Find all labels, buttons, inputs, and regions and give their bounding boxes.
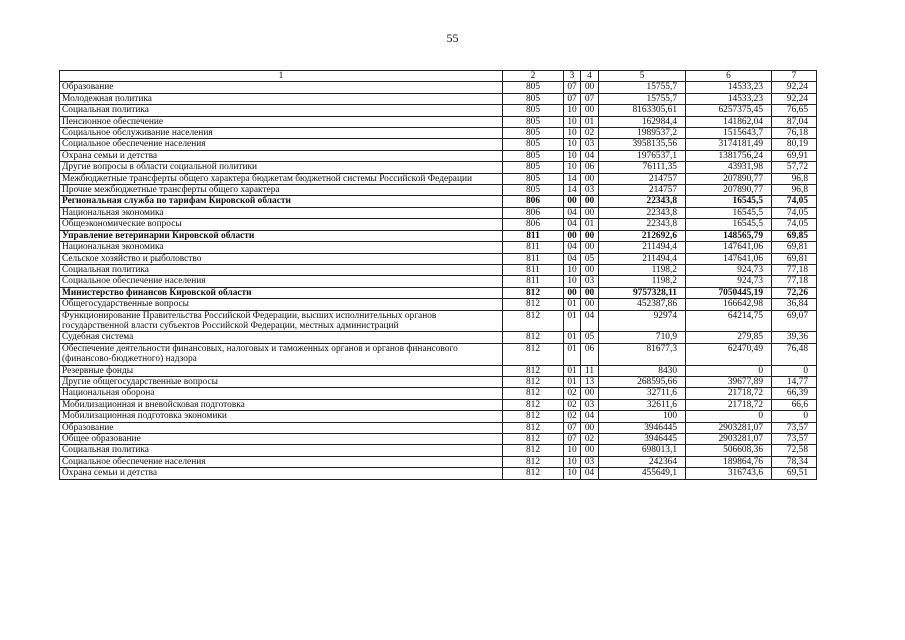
row-plan-cell: 242364 [599, 456, 686, 467]
row-name-cell: Министерство финансов Кировской области [60, 287, 503, 298]
row-name-cell: Социальное обслуживание населения [60, 128, 503, 139]
header-cell: 6 [686, 71, 772, 82]
row-percent-cell: 0 [772, 411, 817, 422]
row-section-cell: 01 [564, 343, 581, 365]
row-subsection-cell: 02 [581, 434, 599, 445]
row-code-cell: 812 [503, 287, 564, 298]
row-subsection-cell: 06 [581, 343, 599, 365]
row-actual-cell: 6257375,45 [686, 105, 772, 116]
row-percent-cell: 76,18 [772, 128, 817, 139]
row-section-cell: 10 [564, 276, 581, 287]
row-percent-cell: 57,72 [772, 162, 817, 173]
row-plan-cell: 100 [599, 411, 686, 422]
row-actual-cell: 0 [686, 411, 772, 422]
row-actual-cell: 2903281,07 [686, 434, 772, 445]
row-name-cell: Социальное обеспечение населения [60, 276, 503, 287]
row-code-cell: 812 [503, 376, 564, 387]
row-percent-cell: 77,18 [772, 264, 817, 275]
row-plan-cell: 698013,1 [599, 445, 686, 456]
row-subsection-cell: 01 [581, 116, 599, 127]
row-subsection-cell: 03 [581, 276, 599, 287]
row-section-cell: 10 [564, 139, 581, 150]
row-name-cell: Другие общегосударственные вопросы [60, 376, 503, 387]
table-row [60, 365, 817, 376]
row-section-cell: 14 [564, 173, 581, 184]
row-subsection-cell: 03 [581, 139, 599, 150]
row-actual-cell: 147641,06 [686, 242, 772, 253]
row-percent-cell: 77,18 [772, 276, 817, 287]
row-actual-cell: 62470,49 [686, 343, 772, 365]
row-section-cell: 01 [564, 365, 581, 376]
row-subsection-cell: 00 [581, 173, 599, 184]
row-section-cell: 07 [564, 422, 581, 433]
row-subsection-cell: 00 [581, 264, 599, 275]
table-row [60, 422, 817, 433]
row-name-cell: Прочие межбюджетные трансферты общего характера [60, 185, 503, 196]
row-actual-cell: 506608,36 [686, 445, 772, 456]
row-section-cell: 10 [564, 468, 581, 479]
row-percent-cell: 92,24 [772, 93, 817, 104]
table-row [60, 105, 817, 116]
row-plan-cell: 1989537,2 [599, 128, 686, 139]
row-actual-cell: 1515643,7 [686, 128, 772, 139]
row-section-cell: 10 [564, 128, 581, 139]
row-percent-cell: 73,57 [772, 434, 817, 445]
row-section-cell: 07 [564, 93, 581, 104]
row-actual-cell: 14533,23 [686, 82, 772, 93]
row-name-cell: Общее образование [60, 434, 503, 445]
table-row [60, 264, 817, 275]
row-code-cell: 812 [503, 422, 564, 433]
page-number: 55 [446, 31, 459, 45]
row-percent-cell: 69,85 [772, 230, 817, 241]
row-name-cell: Межбюджетные трансферты общего характера бюджетам бюджетной системы Российской Федерации [60, 173, 503, 184]
row-section-cell: 10 [564, 105, 581, 116]
row-actual-cell: 189864,76 [686, 456, 772, 467]
row-plan-cell: 3958135,56 [599, 139, 686, 150]
row-actual-cell: 141862,04 [686, 116, 772, 127]
row-subsection-cell: 01 [581, 219, 599, 230]
row-plan-cell: 22343,8 [599, 207, 686, 218]
row-plan-cell: 3946445 [599, 422, 686, 433]
row-name-cell: Мобилизационная и вневойсковая подготовка [60, 399, 503, 410]
row-section-cell: 07 [564, 434, 581, 445]
table-row [60, 468, 817, 479]
table-row [60, 332, 817, 343]
row-plan-cell: 32711,6 [599, 388, 686, 399]
row-actual-cell: 148565,79 [686, 230, 772, 241]
row-code-cell: 812 [503, 411, 564, 422]
row-section-cell: 00 [564, 287, 581, 298]
row-section-cell: 10 [564, 150, 581, 161]
row-section-cell: 10 [564, 116, 581, 127]
row-name-cell: Социальная политика [60, 445, 503, 456]
row-percent-cell: 72,26 [772, 287, 817, 298]
row-code-cell: 805 [503, 128, 564, 139]
row-percent-cell: 69,81 [772, 253, 817, 264]
row-percent-cell: 87,04 [772, 116, 817, 127]
row-subsection-cell: 13 [581, 376, 599, 387]
row-percent-cell: 76,48 [772, 343, 817, 365]
row-subsection-cell: 05 [581, 332, 599, 343]
table-row [60, 376, 817, 387]
header-cell: 1 [60, 71, 503, 82]
row-actual-cell: 3174181,49 [686, 139, 772, 150]
row-code-cell: 812 [503, 445, 564, 456]
row-percent-cell: 66,39 [772, 388, 817, 399]
row-subsection-cell: 03 [581, 185, 599, 196]
table-row [60, 399, 817, 410]
row-code-cell: 805 [503, 105, 564, 116]
row-actual-cell: 16545,5 [686, 196, 772, 207]
row-actual-cell: 64214,75 [686, 310, 772, 332]
row-actual-cell: 14533,23 [686, 93, 772, 104]
row-plan-cell: 211494,4 [599, 253, 686, 264]
row-name-cell: Общеэкономические вопросы [60, 219, 503, 230]
row-name-cell: Национальная экономика [60, 207, 503, 218]
row-code-cell: 805 [503, 162, 564, 173]
row-percent-cell: 69,07 [772, 310, 817, 332]
row-plan-cell: 15755,7 [599, 93, 686, 104]
header-row [60, 71, 817, 82]
row-percent-cell: 69,51 [772, 468, 817, 479]
row-code-cell: 806 [503, 207, 564, 218]
row-name-cell: Функционирование Правительства Российской Федерации, высших исполнительных органов государственной власти субъектов Российской Федерации, местных администраций [60, 310, 503, 332]
row-code-cell: 811 [503, 276, 564, 287]
row-section-cell: 01 [564, 310, 581, 332]
header-cell: 3 [564, 71, 581, 82]
row-subsection-cell: 00 [581, 287, 599, 298]
row-subsection-cell: 00 [581, 242, 599, 253]
row-plan-cell: 1976537,1 [599, 150, 686, 161]
table-row [60, 456, 817, 467]
row-actual-cell: 16545,5 [686, 207, 772, 218]
row-code-cell: 812 [503, 365, 564, 376]
table-row [60, 434, 817, 445]
row-plan-cell: 268595,66 [599, 376, 686, 387]
row-percent-cell: 66,6 [772, 399, 817, 410]
row-plan-cell: 9757328,11 [599, 287, 686, 298]
row-percent-cell: 96,8 [772, 173, 817, 184]
row-section-cell: 02 [564, 399, 581, 410]
table-row [60, 343, 817, 365]
row-code-cell: 812 [503, 434, 564, 445]
row-plan-cell: 214757 [599, 173, 686, 184]
row-subsection-cell: 00 [581, 196, 599, 207]
row-percent-cell: 69,91 [772, 150, 817, 161]
header-cell: 2 [503, 71, 564, 82]
row-plan-cell: 22343,8 [599, 196, 686, 207]
table-row [60, 185, 817, 196]
row-code-cell: 805 [503, 173, 564, 184]
table-row [60, 82, 817, 93]
table-row [60, 150, 817, 161]
row-actual-cell: 924,73 [686, 264, 772, 275]
row-percent-cell: 69,81 [772, 242, 817, 253]
row-percent-cell: 92,24 [772, 82, 817, 93]
row-subsection-cell: 04 [581, 468, 599, 479]
row-subsection-cell: 06 [581, 162, 599, 173]
row-plan-cell: 22343,8 [599, 219, 686, 230]
row-plan-cell: 8163305,61 [599, 105, 686, 116]
row-code-cell: 812 [503, 399, 564, 410]
row-actual-cell: 2903281,07 [686, 422, 772, 433]
table-row [60, 116, 817, 127]
row-plan-cell: 92974 [599, 310, 686, 332]
row-name-cell: Социальное обеспечение населения [60, 139, 503, 150]
row-section-cell: 10 [564, 264, 581, 275]
row-actual-cell: 21718,72 [686, 388, 772, 399]
row-section-cell: 01 [564, 376, 581, 387]
row-actual-cell: 279,85 [686, 332, 772, 343]
row-name-cell: Обеспечение деятельности финансовых, налоговых и таможенных органов и органов финансового (финансово-бюджетного) надзора [60, 343, 503, 365]
row-code-cell: 812 [503, 468, 564, 479]
row-section-cell: 01 [564, 332, 581, 343]
row-plan-cell: 162984,4 [599, 116, 686, 127]
row-code-cell: 805 [503, 116, 564, 127]
table-row [60, 139, 817, 150]
row-actual-cell: 7050445,19 [686, 287, 772, 298]
row-actual-cell: 1381756,24 [686, 150, 772, 161]
row-name-cell: Мобилизационная подготовка экономики [60, 411, 503, 422]
row-section-cell: 00 [564, 230, 581, 241]
row-plan-cell: 455649,1 [599, 468, 686, 479]
row-name-cell: Социальная политика [60, 105, 503, 116]
row-code-cell: 811 [503, 253, 564, 264]
row-code-cell: 812 [503, 332, 564, 343]
row-actual-cell: 21718,72 [686, 399, 772, 410]
row-name-cell: Другие вопросы в области социальной политики [60, 162, 503, 173]
row-subsection-cell: 04 [581, 310, 599, 332]
table-row [60, 299, 817, 310]
row-subsection-cell: 00 [581, 422, 599, 433]
row-section-cell: 04 [564, 242, 581, 253]
row-code-cell: 806 [503, 219, 564, 230]
row-code-cell: 811 [503, 230, 564, 241]
row-section-cell: 04 [564, 253, 581, 264]
row-plan-cell: 81677,3 [599, 343, 686, 365]
row-code-cell: 805 [503, 93, 564, 104]
row-subsection-cell: 11 [581, 365, 599, 376]
row-percent-cell: 74,05 [772, 207, 817, 218]
table-row [60, 287, 817, 298]
row-subsection-cell: 04 [581, 150, 599, 161]
row-actual-cell: 166642,98 [686, 299, 772, 310]
header-cell: 7 [772, 71, 817, 82]
row-section-cell: 10 [564, 456, 581, 467]
table-row [60, 173, 817, 184]
row-actual-cell: 16545,5 [686, 219, 772, 230]
table-row [60, 242, 817, 253]
row-code-cell: 805 [503, 82, 564, 93]
row-percent-cell: 14,77 [772, 376, 817, 387]
row-name-cell: Образование [60, 82, 503, 93]
table-row [60, 445, 817, 456]
table-row [60, 162, 817, 173]
table-row [60, 93, 817, 104]
row-code-cell: 812 [503, 310, 564, 332]
row-plan-cell: 8430 [599, 365, 686, 376]
row-subsection-cell: 00 [581, 388, 599, 399]
row-section-cell: 02 [564, 388, 581, 399]
row-plan-cell: 3946445 [599, 434, 686, 445]
row-plan-cell: 32611,6 [599, 399, 686, 410]
row-subsection-cell: 00 [581, 445, 599, 456]
table-row [60, 253, 817, 264]
row-name-cell: Пенсионное обеспечение [60, 116, 503, 127]
row-actual-cell: 147641,06 [686, 253, 772, 264]
row-name-cell: Сельское хозяйство и рыболовство [60, 253, 503, 264]
row-name-cell: Охрана семьи и детства [60, 468, 503, 479]
row-actual-cell: 39677,89 [686, 376, 772, 387]
row-code-cell: 812 [503, 388, 564, 399]
header-cell: 4 [581, 71, 599, 82]
row-name-cell: Региональная служба по тарифам Кировской области [60, 196, 503, 207]
row-subsection-cell: 05 [581, 253, 599, 264]
row-name-cell: Общегосударственные вопросы [60, 299, 503, 310]
row-code-cell: 805 [503, 185, 564, 196]
row-percent-cell: 80,19 [772, 139, 817, 150]
row-percent-cell: 74,05 [772, 219, 817, 230]
row-percent-cell: 74,05 [772, 196, 817, 207]
row-subsection-cell: 03 [581, 399, 599, 410]
row-code-cell: 811 [503, 242, 564, 253]
row-code-cell: 812 [503, 343, 564, 365]
row-plan-cell: 1198,2 [599, 264, 686, 275]
table-row [60, 276, 817, 287]
row-section-cell: 00 [564, 196, 581, 207]
row-name-cell: Управление ветеринарии Кировской области [60, 230, 503, 241]
row-subsection-cell: 00 [581, 82, 599, 93]
row-code-cell: 805 [503, 139, 564, 150]
row-name-cell: Судебная система [60, 332, 503, 343]
row-name-cell: Национальная экономика [60, 242, 503, 253]
row-percent-cell: 39,36 [772, 332, 817, 343]
row-name-cell: Резервные фонды [60, 365, 503, 376]
row-plan-cell: 15755,7 [599, 82, 686, 93]
table-row [60, 128, 817, 139]
row-subsection-cell: 03 [581, 456, 599, 467]
row-subsection-cell: 00 [581, 105, 599, 116]
row-actual-cell: 207890,77 [686, 173, 772, 184]
row-code-cell: 805 [503, 150, 564, 161]
row-plan-cell: 211494,4 [599, 242, 686, 253]
row-percent-cell: 73,57 [772, 422, 817, 433]
row-actual-cell: 0 [686, 365, 772, 376]
row-percent-cell: 78,34 [772, 456, 817, 467]
row-percent-cell: 0 [772, 365, 817, 376]
row-plan-cell: 1198,2 [599, 276, 686, 287]
row-section-cell: 04 [564, 219, 581, 230]
row-name-cell: Национальная оборона [60, 388, 503, 399]
row-code-cell: 811 [503, 264, 564, 275]
table-row [60, 219, 817, 230]
row-percent-cell: 72,58 [772, 445, 817, 456]
row-plan-cell: 710,9 [599, 332, 686, 343]
table-row [60, 230, 817, 241]
row-section-cell: 10 [564, 445, 581, 456]
row-code-cell: 812 [503, 299, 564, 310]
row-name-cell: Социальное обеспечение населения [60, 456, 503, 467]
row-name-cell: Охрана семьи и детства [60, 150, 503, 161]
row-name-cell: Молодежная политика [60, 93, 503, 104]
row-subsection-cell: 00 [581, 207, 599, 218]
row-section-cell: 01 [564, 299, 581, 310]
row-percent-cell: 96,8 [772, 185, 817, 196]
row-code-cell: 806 [503, 196, 564, 207]
row-name-cell: Социальная политика [60, 264, 503, 275]
row-subsection-cell: 02 [581, 128, 599, 139]
table-row [60, 196, 817, 207]
table-row [60, 388, 817, 399]
row-actual-cell: 316743,6 [686, 468, 772, 479]
row-section-cell: 14 [564, 185, 581, 196]
table-row [60, 411, 817, 422]
row-section-cell: 07 [564, 82, 581, 93]
row-plan-cell: 452387,86 [599, 299, 686, 310]
table-row [60, 207, 817, 218]
row-actual-cell: 207890,77 [686, 185, 772, 196]
row-percent-cell: 76,65 [772, 105, 817, 116]
row-section-cell: 04 [564, 207, 581, 218]
row-actual-cell: 43931,98 [686, 162, 772, 173]
row-section-cell: 10 [564, 162, 581, 173]
table-row [60, 310, 817, 332]
row-plan-cell: 76111,35 [599, 162, 686, 173]
row-code-cell: 812 [503, 456, 564, 467]
row-plan-cell: 212692,6 [599, 230, 686, 241]
header-cell: 5 [599, 71, 686, 82]
row-subsection-cell: 00 [581, 299, 599, 310]
budget-table [59, 70, 817, 480]
row-subsection-cell: 04 [581, 411, 599, 422]
row-subsection-cell: 00 [581, 230, 599, 241]
row-section-cell: 02 [564, 411, 581, 422]
row-plan-cell: 214757 [599, 185, 686, 196]
row-name-cell: Образование [60, 422, 503, 433]
row-subsection-cell: 07 [581, 93, 599, 104]
row-actual-cell: 924,73 [686, 276, 772, 287]
row-percent-cell: 36,84 [772, 299, 817, 310]
